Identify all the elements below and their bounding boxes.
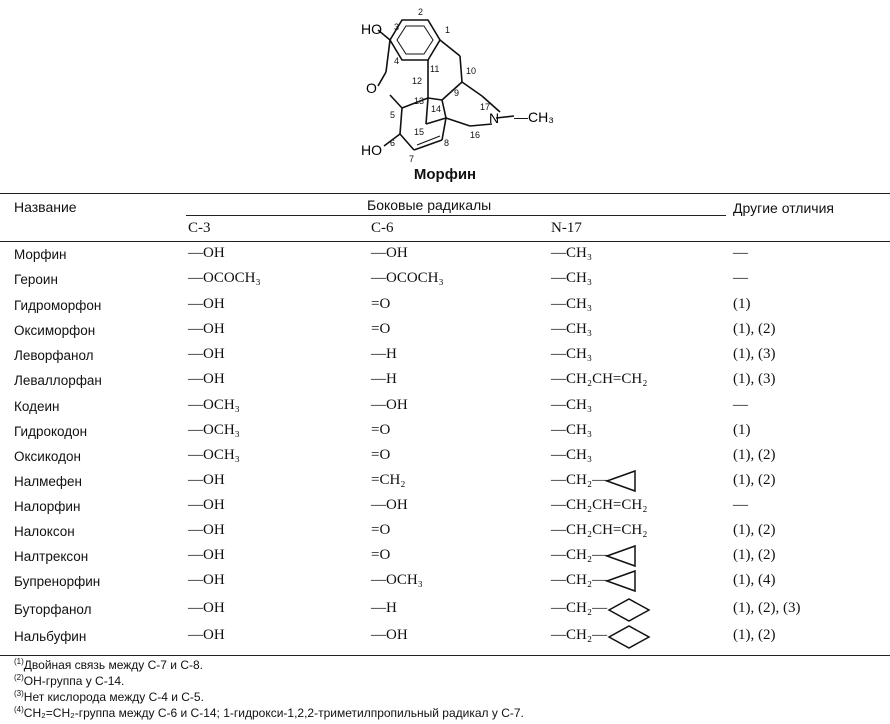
cell-name: Гидроморфон (14, 298, 102, 313)
cell-other: (1), (2) (733, 447, 776, 463)
cell-c3: —OH (188, 600, 225, 616)
cell-c6: =CH₂ (371, 472, 406, 488)
cell-c3: —OH (188, 296, 225, 312)
cell-n17: —CH₂CH=CH₂ (551, 497, 648, 513)
cell-n17: —CH₂— (551, 600, 608, 616)
cell-c3: —OH (188, 627, 225, 643)
footnote-2 (14, 673, 124, 688)
cyclobutyl-ring-icon (605, 624, 653, 650)
locant-1: 1 (445, 25, 451, 35)
cell-n17: —CH₂— (551, 572, 608, 588)
cell-c6: —H (371, 600, 397, 616)
table-row (0, 497, 890, 522)
table-row (0, 627, 890, 652)
footnote-1-text: Двойная связь между C-7 и C-8. (23, 658, 204, 672)
cell-name: Оксиморфон (14, 323, 96, 338)
cell-n17: —CH₂CH=CH₂ (551, 522, 648, 538)
cell-n17: —CH₂— (551, 627, 608, 643)
cell-c3: —OH (188, 321, 225, 337)
locant-16: 16 (470, 130, 481, 140)
cell-other: (1), (4) (733, 572, 776, 588)
footnote-1-mark: (1) (14, 657, 24, 666)
cell-name: Героин (14, 272, 58, 287)
ring-oxygen-label: O (366, 80, 377, 96)
cell-name: Бупренорфин (14, 574, 101, 589)
cell-c3: —OCH₃ (188, 422, 240, 438)
locant-5: 5 (390, 110, 396, 120)
cell-c6: =O (371, 321, 391, 337)
cell-c6: =O (371, 522, 391, 538)
footnote-3-text: Нет кислорода между C-4 и C-5. (23, 690, 204, 704)
cell-c3: —OCH₃ (188, 447, 240, 463)
footnote-3 (14, 689, 204, 704)
footnote-4-mark: (4) (14, 705, 24, 714)
cell-c3: —OCOCH₃ (188, 270, 261, 286)
table-row (0, 346, 890, 371)
cell-other: (1), (2) (733, 472, 776, 488)
cell-n17: —CH₃ (551, 346, 593, 362)
locant-15: 15 (414, 127, 425, 137)
cell-c6: =O (371, 296, 391, 312)
locant-9: 9 (454, 88, 460, 98)
cell-name: Кодеин (14, 399, 60, 414)
cell-c6: =O (371, 547, 391, 563)
cell-other: (1), (2), (3) (733, 600, 801, 616)
header-c6: C-6 (371, 220, 394, 236)
cell-n17: —CH₂CH=CH₂ (551, 371, 648, 387)
cell-c6: —H (371, 346, 397, 362)
cell-c6: —OCOCH₃ (371, 270, 444, 286)
ho-top-label: HO (361, 21, 382, 37)
locant-17: 17 (480, 102, 491, 112)
table-row (0, 422, 890, 447)
cyclopropyl-ring-icon (603, 544, 639, 568)
table-top-rule (0, 193, 890, 194)
cyclopropyl-ring-icon (603, 569, 639, 593)
cell-c6: =O (371, 422, 391, 438)
cell-c3: —OH (188, 547, 225, 563)
cell-c3: —OH (188, 572, 225, 588)
cell-c3: —OH (188, 522, 225, 538)
table-row (0, 371, 890, 396)
locant-4: 4 (394, 56, 400, 66)
ho-bottom-label: HO (361, 142, 382, 158)
locant-11: 11 (430, 64, 440, 74)
cyclobutyl-ring-icon (605, 597, 653, 623)
cell-name: Леворфанол (14, 348, 94, 363)
table-row (0, 447, 890, 472)
footnote-4-text: CH₂=CH₂-группа между C-6 и C-14; 1-гидрокси-1,2,2-триметилпропильный радикал у C-7. (23, 706, 524, 720)
table-row (0, 522, 890, 547)
header-bottom-rule (0, 241, 890, 242)
cell-n17: —CH₃ (551, 321, 593, 337)
cell-other: (1), (2) (733, 547, 776, 563)
cell-c3: —OH (188, 245, 225, 261)
cell-c3: —OH (188, 472, 225, 488)
cell-other: — (733, 497, 748, 513)
cell-c3: —OH (188, 497, 225, 513)
header-side-radicals: Боковые радикалы (367, 197, 492, 213)
cell-c3: —OH (188, 346, 225, 362)
figure-caption: Морфин (413, 166, 477, 183)
table-row (0, 547, 890, 572)
cell-n17: —CH₂— (551, 472, 608, 488)
cell-name: Морфин (14, 247, 67, 262)
cell-name: Нальбуфин (14, 629, 87, 644)
cell-other: (1), (3) (733, 371, 776, 387)
cell-other: (1), (2) (733, 627, 776, 643)
cell-c6: —OH (371, 497, 408, 513)
cell-other: (1), (2) (733, 522, 776, 538)
cell-name: Оксикодон (14, 449, 81, 464)
footnote-4 (14, 705, 524, 720)
cell-name: Гидрокодон (14, 424, 88, 439)
cell-n17: —CH₃ (551, 422, 593, 438)
cell-c6: —OH (371, 627, 408, 643)
cell-n17: —CH₃ (551, 447, 593, 463)
cell-other: (1) (733, 296, 751, 312)
locant-8: 8 (444, 138, 450, 148)
cell-other: (1), (3) (733, 346, 776, 362)
nitrogen-label: N (489, 110, 500, 126)
cell-n17: —CH₃ (551, 296, 593, 312)
cyclopropyl-ring-icon (603, 469, 639, 493)
cell-name: Буторфанол (14, 602, 92, 617)
cell-name: Налоксон (14, 524, 75, 539)
table-row (0, 245, 890, 270)
morphine-structure-drawing (330, 0, 560, 170)
cell-c6: —H (371, 371, 397, 387)
locant-12: 12 (412, 76, 423, 86)
methyl-label: —CH₃ (514, 109, 554, 125)
footnote-2-text: OH-группа у C-14. (23, 674, 125, 688)
cell-n17: —CH₃ (551, 270, 593, 286)
cell-n17: —CH₂— (551, 547, 608, 563)
footnote-3-mark: (3) (14, 689, 24, 698)
table-bottom-rule (0, 655, 890, 656)
table-row (0, 270, 890, 295)
header-c3: C-3 (188, 220, 211, 236)
morphine-structure-figure (330, 0, 560, 192)
table-row (0, 321, 890, 346)
header-other-differences: Другие отличия (733, 200, 834, 216)
table-row (0, 472, 890, 497)
locant-2: 2 (418, 7, 424, 17)
cell-c6: —OH (371, 245, 408, 261)
header-name: Название (14, 199, 77, 215)
cell-c6: —OH (371, 397, 408, 413)
cell-n17: —CH₃ (551, 245, 593, 261)
cell-name: Налорфин (14, 499, 81, 514)
cell-name: Леваллорфан (14, 373, 102, 388)
cell-c6: —OCH₃ (371, 572, 423, 588)
cell-n17: —CH₃ (551, 397, 593, 413)
table-row (0, 600, 890, 625)
cell-c3: —OH (188, 371, 225, 387)
header-n17: N-17 (551, 220, 582, 236)
locant-10: 10 (466, 66, 477, 76)
cell-name: Налмефен (14, 474, 82, 489)
cell-c3: —OCH₃ (188, 397, 240, 413)
locant-13: 13 (414, 96, 425, 106)
cell-other: (1), (2) (733, 321, 776, 337)
cell-other: — (733, 245, 748, 261)
cell-other: (1) (733, 422, 751, 438)
locant-6: 6 (390, 138, 396, 148)
cell-c6: =O (371, 447, 391, 463)
footnote-2-mark: (2) (14, 673, 24, 682)
table-row (0, 296, 890, 321)
side-radicals-rule (186, 215, 726, 216)
cell-other: — (733, 397, 748, 413)
table-row (0, 397, 890, 422)
locant-3: 3 (394, 22, 400, 32)
table-row (0, 572, 890, 597)
cell-other: — (733, 270, 748, 286)
locant-7: 7 (409, 154, 415, 164)
locant-14: 14 (431, 104, 442, 114)
footnote-1 (14, 657, 203, 672)
cell-name: Налтрексон (14, 549, 89, 564)
